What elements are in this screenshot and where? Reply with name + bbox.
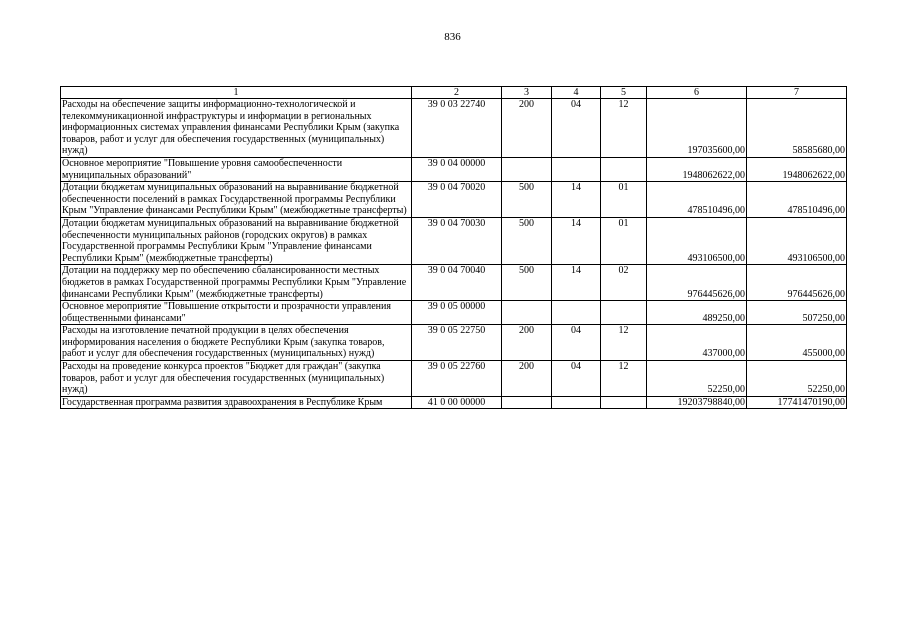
row-subsection: 12 xyxy=(601,325,647,361)
column-header: 5 xyxy=(601,87,647,99)
row-name: Основное мероприятие "Повышение открытости и прозрачности управления общественными финансами" xyxy=(61,301,412,325)
row-amount-col6: 52250,00 xyxy=(647,361,747,397)
row-subsection xyxy=(601,301,647,325)
row-amount-col7: 493106500,00 xyxy=(747,217,847,264)
row-amount-col6: 976445626,00 xyxy=(647,265,747,301)
row-name: Расходы на обеспечение защиты информационно-технологической и телекоммуникационной инфраструктуры и информации в региональных информационных системах управления финансами Республики Крым (закупка товаров, работ и услуг для обеспечения государственных (муниципальных) нужд) xyxy=(61,99,412,158)
row-amount-col7: 478510496,00 xyxy=(747,182,847,218)
row-amount-col6: 493106500,00 xyxy=(647,217,747,264)
row-expense-type xyxy=(502,301,552,325)
row-expense-type: 500 xyxy=(502,182,552,218)
row-amount-col7: 58585680,00 xyxy=(747,99,847,158)
row-section xyxy=(552,301,601,325)
column-header: 1 xyxy=(61,87,412,99)
row-section: 04 xyxy=(552,325,601,361)
budget-table xyxy=(60,86,847,409)
row-code: 39 0 04 70040 xyxy=(412,265,502,301)
table-row xyxy=(61,396,847,409)
row-expense-type xyxy=(502,157,552,181)
row-subsection: 12 xyxy=(601,361,647,397)
table-row xyxy=(61,265,847,301)
row-amount-col7: 17741470190,00 xyxy=(747,396,847,409)
row-subsection: 01 xyxy=(601,182,647,218)
table-row xyxy=(61,361,847,397)
row-subsection xyxy=(601,396,647,409)
row-section: 14 xyxy=(552,182,601,218)
row-subsection xyxy=(601,157,647,181)
row-amount-col6: 478510496,00 xyxy=(647,182,747,218)
table-row xyxy=(61,182,847,218)
table-header-row xyxy=(61,87,847,99)
row-section xyxy=(552,396,601,409)
row-section xyxy=(552,157,601,181)
row-name: Государственная программа развития здравоохранения в Республике Крым xyxy=(61,396,412,409)
row-amount-col7: 507250,00 xyxy=(747,301,847,325)
row-name: Дотации на поддержку мер по обеспечению сбалансированности местных бюджетов в рамках Государственной программы Республики Крым "Управление финансами Республики Крым" (межбюджетные трансферты) xyxy=(61,265,412,301)
row-section: 04 xyxy=(552,361,601,397)
row-subsection: 02 xyxy=(601,265,647,301)
row-code: 39 0 05 22760 xyxy=(412,361,502,397)
column-header: 3 xyxy=(502,87,552,99)
row-code: 39 0 03 22740 xyxy=(412,99,502,158)
table-row xyxy=(61,157,847,181)
row-expense-type: 200 xyxy=(502,99,552,158)
row-expense-type: 500 xyxy=(502,217,552,264)
row-amount-col6: 437000,00 xyxy=(647,325,747,361)
table-row xyxy=(61,325,847,361)
row-section: 04 xyxy=(552,99,601,158)
column-header: 7 xyxy=(747,87,847,99)
row-amount-col7: 976445626,00 xyxy=(747,265,847,301)
row-amount-col7: 455000,00 xyxy=(747,325,847,361)
row-amount-col6: 19203798840,00 xyxy=(647,396,747,409)
row-amount-col6: 1948062622,00 xyxy=(647,157,747,181)
row-name: Основное мероприятие "Повышение уровня самообеспеченности муниципальных образований" xyxy=(61,157,412,181)
row-name: Расходы на изготовление печатной продукции в целях обеспечения информирования населения о бюджете Республики Крым (закупка товаров, работ и услуг для обеспечения государственных (муниципальных) нужд) xyxy=(61,325,412,361)
row-amount-col6: 489250,00 xyxy=(647,301,747,325)
row-expense-type: 200 xyxy=(502,361,552,397)
row-section: 14 xyxy=(552,217,601,264)
row-name: Дотации бюджетам муниципальных образований на выравнивание бюджетной обеспеченности муниципальных районов (городских округов) в рамках Государственной программы Республики Крым "Управление финансами Республики Крым" (межбюджетные трансферты) xyxy=(61,217,412,264)
row-section: 14 xyxy=(552,265,601,301)
row-amount-col7: 1948062622,00 xyxy=(747,157,847,181)
row-expense-type: 200 xyxy=(502,325,552,361)
table-row xyxy=(61,301,847,325)
row-subsection: 01 xyxy=(601,217,647,264)
row-code: 39 0 05 22750 xyxy=(412,325,502,361)
table-row xyxy=(61,217,847,264)
row-code: 39 0 04 70030 xyxy=(412,217,502,264)
row-amount-col7: 52250,00 xyxy=(747,361,847,397)
row-expense-type xyxy=(502,396,552,409)
row-expense-type: 500 xyxy=(502,265,552,301)
column-header: 6 xyxy=(647,87,747,99)
row-subsection: 12 xyxy=(601,99,647,158)
row-code: 41 0 00 00000 xyxy=(412,396,502,409)
table-row xyxy=(61,99,847,158)
row-name: Расходы на проведение конкурса проектов "Бюджет для граждан" (закупка товаров, работ и услуг для обеспечения государственных (муниципальных) нужд) xyxy=(61,361,412,397)
row-code: 39 0 04 00000 xyxy=(412,157,502,181)
row-code: 39 0 05 00000 xyxy=(412,301,502,325)
row-name: Дотации бюджетам муниципальных образований на выравнивание бюджетной обеспеченности поселений в рамках Государственной программы Республики Крым "Управление финансами Республики Крым" (межбюджетные трансферты) xyxy=(61,182,412,218)
row-amount-col6: 197035600,00 xyxy=(647,99,747,158)
column-header: 4 xyxy=(552,87,601,99)
row-code: 39 0 04 70020 xyxy=(412,182,502,218)
page-number: 836 xyxy=(444,31,461,43)
column-header: 2 xyxy=(412,87,502,99)
